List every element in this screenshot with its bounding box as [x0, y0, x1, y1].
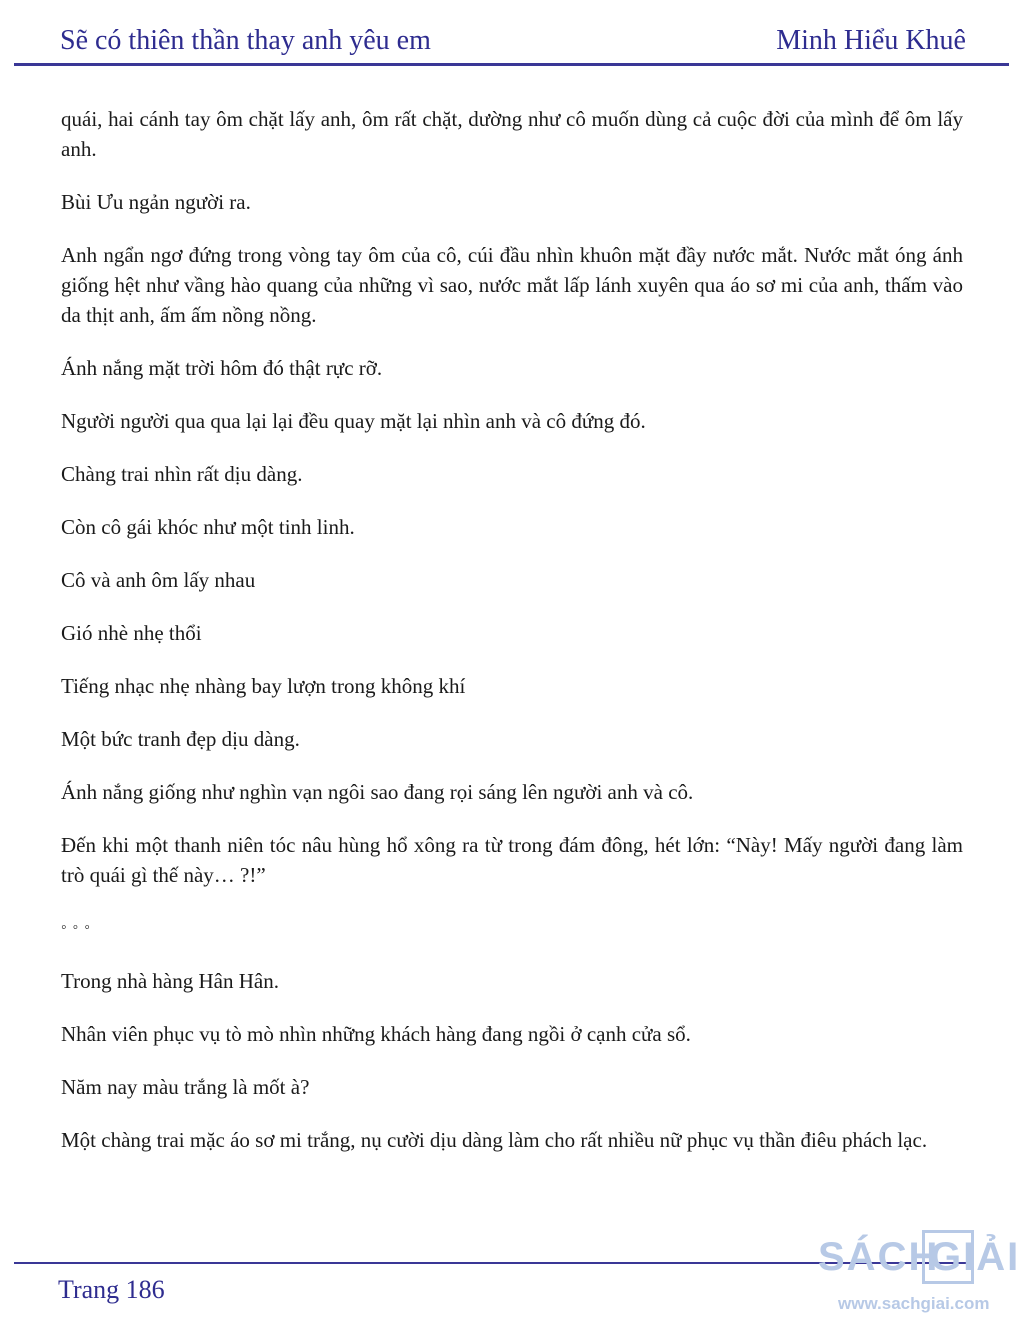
paragraph: quái, hai cánh tay ôm chặt lấy anh, ôm rất chặt, dường như cô muốn dùng cả cuộc đời của mình để ôm lấy anh.: [61, 107, 963, 161]
paragraph: Năm nay màu trắng là mốt à?: [61, 1075, 310, 1099]
paragraph: Chàng trai nhìn rất dịu dàng.: [61, 462, 303, 486]
paragraph: Một chàng trai mặc áo sơ mi trắng, nụ cười dịu dàng làm cho rất nhiều nữ phục vụ thần điêu phách lạc.: [61, 1128, 928, 1152]
watermark-brand-right: GIẢI: [930, 1235, 1021, 1279]
paragraph: Người người qua qua lại lại đều quay mặt lại nhìn anh và cô đứng đó.: [61, 409, 646, 433]
paragraph: Cô và anh ôm lấy nhau: [61, 568, 256, 592]
paragraph: Trong nhà hàng Hân Hân.: [61, 969, 279, 993]
paragraph: Nhân viên phục vụ tò mò nhìn những khách hàng đang ngồi ở cạnh cửa sổ.: [61, 1022, 691, 1046]
page-header: [0, 0, 1024, 68]
watermark-logo: [818, 1228, 1024, 1320]
author-name: Minh Hiểu Khuê: [776, 25, 966, 56]
paragraph: Anh ngẩn ngơ đứng trong vòng tay ôm của cô, cúi đầu nhìn khuôn mặt đầy nước mắt. Nước mắt óng ánh giống hệt như vầng hào quang của những vì sao, nước mắt lấp lánh xuyên qua áo sơ mi của anh, thấm vào da thịt anh, ấm ấm nồng nồng.: [61, 243, 963, 327]
watermark-brand-left: SÁCH: [818, 1235, 940, 1279]
watermark-url: www.sachgiai.com: [838, 1294, 990, 1313]
header-divider: [14, 63, 1009, 66]
page-number: Trang 186: [58, 1275, 165, 1304]
book-title: Sẽ có thiên thần thay anh yêu em: [60, 25, 431, 56]
paragraph: Một bức tranh đẹp dịu dàng.: [61, 727, 300, 751]
scene-break: ◦ ◦ ◦: [61, 919, 92, 936]
paragraph: Đến khi một thanh niên tóc nâu hùng hổ xông ra từ trong đám đông, hét lớn: “Này! Mấy người đang làm trò quái gì thế này… ?!”: [61, 833, 963, 887]
paragraph: Gió nhè nhẹ thổi: [61, 621, 202, 645]
paragraph: Tiếng nhạc nhẹ nhàng bay lượn trong không khí: [61, 674, 466, 698]
paragraph: Ánh nắng giống như nghìn vạn ngôi sao đang rọi sáng lên người anh và cô.: [61, 780, 694, 804]
paragraph: Ánh nắng mặt trời hôm đó thật rực rỡ.: [61, 356, 383, 380]
paragraph: Còn cô gái khóc như một tinh linh.: [61, 515, 355, 539]
page-body: [61, 104, 963, 1178]
paragraph: Bùi Ưu ngản người ra.: [61, 190, 251, 214]
